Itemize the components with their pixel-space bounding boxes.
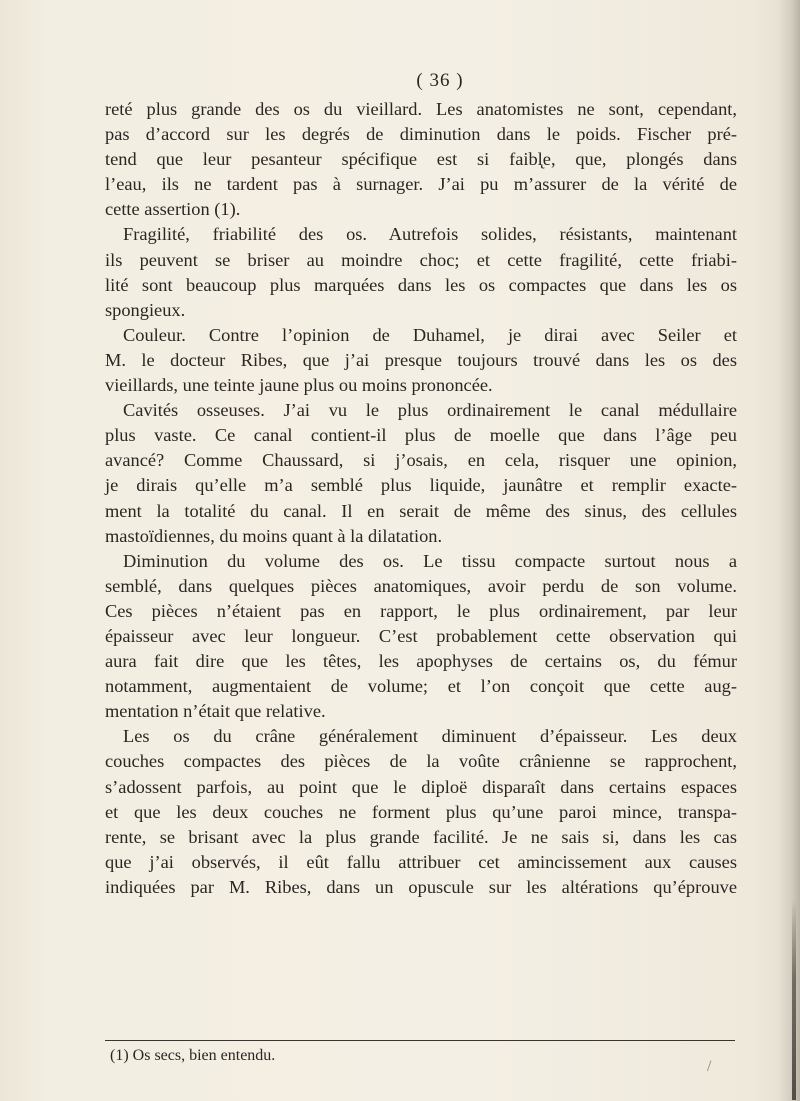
text-line: Les os du crâne généralement diminuent d’épaisseur. Les deux	[123, 726, 737, 747]
text-line: notamment, augmentaient de volume; et l’on conçoit que cette aug-	[105, 676, 737, 697]
text-line: ment la totalité du canal. Il en serait de même des sinus, des cellules	[105, 500, 737, 521]
text-line: Fragilité, friabilité des os. Autrefois solides, résistants, maintenant	[123, 224, 737, 245]
text-line: vieillards, une teinte jaune plus ou moins prononcée.	[105, 375, 493, 396]
footnote: (1) Os secs, bien entendu.	[110, 1047, 276, 1064]
page-edge-shadow	[778, 0, 800, 1101]
text-line: M. le docteur Ribes, que j’ai presque toujours trouvé dans les os des	[105, 349, 737, 370]
page-number: ( 36 )	[416, 70, 464, 91]
text-line: tend que leur pesanteur spécifique est si faibl̨e, que, plongés dans	[105, 149, 737, 170]
text-line: reté plus grande des os du vieillard. Les anatomistes ne sont, cependant,	[105, 99, 737, 119]
text-line: Couleur. Contre l’opinion de Duhamel, je dirai avec Seiler et	[123, 324, 737, 345]
text-line: mentation n’était que relative.	[105, 701, 326, 722]
body-text	[105, 97, 737, 900]
text-line: ils peuvent se briser au moindre choc; et cette fragilité, cette friabi-	[105, 249, 737, 270]
text-line: lité sont beaucoup plus marquées dans les os compactes que dans les os	[105, 274, 737, 295]
text-line: l’eau, ils ne tardent pas à surnager. J’ai pu m’assurer de la vérité de	[105, 174, 737, 195]
text-line: plus vaste. Ce canal contient-il plus de moelle que dans l’âge peu	[105, 425, 737, 446]
footnote-rule	[105, 1040, 735, 1041]
text-line: que j’ai observés, il eût fallu attribuer cet amincissement aux causes	[105, 851, 737, 872]
text-line: couches compactes des pièces de la voûte crânienne se rapprochent,	[105, 751, 737, 772]
text-line: aura fait dire que les têtes, les apophyses de certains os, du fémur	[105, 651, 737, 672]
text-line: semblé, dans quelques pièces anatomiques, avoir perdu de son volume.	[105, 575, 737, 596]
binding-shadow	[792, 900, 796, 1100]
text-line: Ces pièces n’étaient pas en rapport, le plus ordinairement, par leur	[105, 600, 737, 621]
text-line: et que les deux couches ne forment plus qu’une paroi mince, transpa-	[105, 801, 737, 822]
text-line: avancé? Comme Chaussard, si j’osais, en cela, risquer une opinion,	[105, 450, 737, 471]
text-line: indiquées par M. Ribes, dans un opuscule sur les altérations qu’éprouve	[105, 876, 737, 897]
text-line: cette assertion (1).	[105, 199, 241, 220]
pencil-mark: /	[707, 1058, 712, 1075]
text-line: Cavités osseuses. J’ai vu le plus ordinairement le canal médullaire	[123, 400, 737, 421]
text-line: je dirais qu’elle m’a semblé plus liquide, jaunâtre et remplir exacte-	[105, 475, 737, 496]
text-line: rente, se brisant avec la plus grande facilité. Je ne sais si, dans les cas	[105, 826, 737, 847]
text-line: pas d’accord sur les degrés de diminution dans le poids. Fischer pré-	[105, 124, 737, 145]
text-line: mastoïdiennes, du moins quant à la dilatation.	[105, 525, 443, 546]
text-line: épaisseur avec leur longueur. C’est probablement cette observation qui	[105, 625, 737, 646]
text-line: Diminution du volume des os. Le tissu compacte surtout nous a	[123, 550, 737, 571]
text-line: spongieux.	[105, 299, 186, 320]
text-line: s’adossent parfois, au point que le diploë disparaît dans certains espaces	[105, 776, 737, 797]
